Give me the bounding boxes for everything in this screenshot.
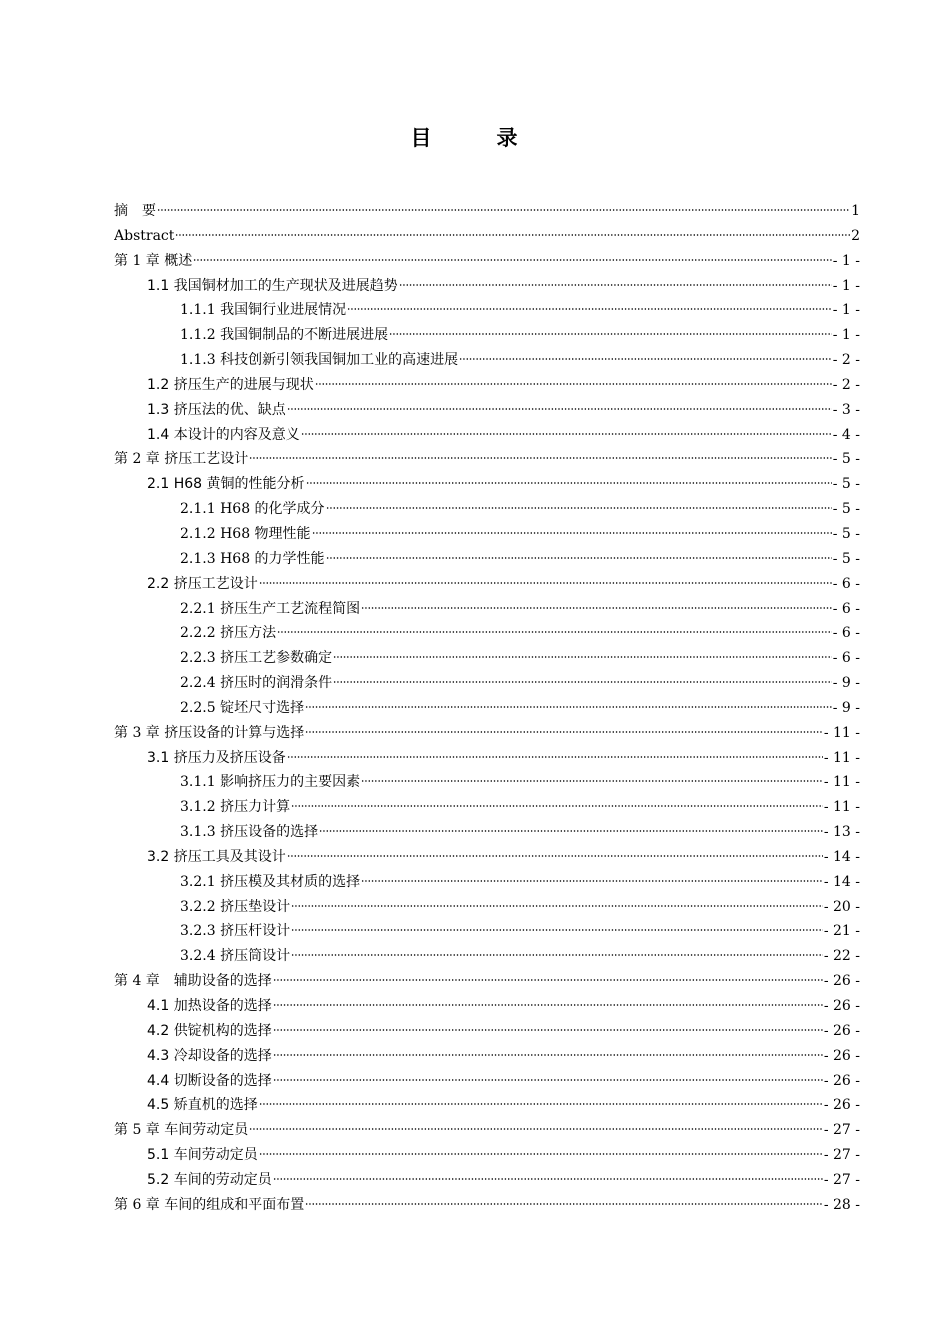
toc-entry-label: 2.2.4 挤压时的润滑条件 bbox=[180, 675, 333, 692]
toc-leader-dots bbox=[273, 978, 823, 982]
toc-entry-label: 5.2 车间的劳动定员 bbox=[147, 1171, 272, 1188]
toc-leader-dots bbox=[315, 382, 832, 386]
toc-entry[interactable] bbox=[114, 447, 860, 472]
toc-leader-dots bbox=[333, 655, 832, 659]
toc-entry-label: 3.2.3 挤压杆设计 bbox=[180, 923, 291, 940]
toc-entry-page: - 26 - bbox=[823, 973, 860, 990]
toc-entry-page: - 6 - bbox=[832, 650, 860, 667]
toc-entry-label: Abstract bbox=[114, 227, 175, 244]
toc-leader-dots bbox=[287, 407, 832, 411]
toc-entry-label: 2.2 挤压工艺设计 bbox=[147, 575, 258, 592]
toc-leader-dots bbox=[361, 779, 823, 783]
toc-entry-page: - 26 - bbox=[823, 1022, 860, 1039]
toc-entry[interactable] bbox=[114, 1193, 860, 1218]
toc-entry[interactable] bbox=[114, 1168, 860, 1193]
table-of-contents bbox=[114, 199, 860, 1218]
toc-entry-label: 2.2.5 锭坯尺寸选择 bbox=[180, 699, 305, 716]
toc-entry[interactable] bbox=[114, 274, 860, 299]
toc-entry-page: - 1 - bbox=[832, 252, 860, 269]
toc-entry[interactable] bbox=[114, 1019, 860, 1044]
toc-entry-label: 2.1.2 H68 物理性能 bbox=[180, 525, 311, 542]
toc-leader-dots bbox=[273, 1177, 823, 1181]
toc-entry-label: 5.1 车间劳动定员 bbox=[147, 1147, 258, 1164]
toc-entry-page: - 11 - bbox=[823, 799, 860, 816]
toc-leader-dots bbox=[291, 953, 823, 957]
toc-entry-page: - 5 - bbox=[832, 501, 860, 518]
toc-entry[interactable] bbox=[114, 323, 860, 348]
toc-leader-dots bbox=[389, 332, 832, 336]
toc-entry-label: 3.1.3 挤压设备的选择 bbox=[180, 824, 319, 841]
toc-entry-page: - 11 - bbox=[823, 749, 860, 766]
toc-leader-dots bbox=[305, 730, 823, 734]
toc-entry-page: - 2 - bbox=[832, 352, 860, 369]
toc-entry[interactable] bbox=[114, 1044, 860, 1069]
toc-leader-dots bbox=[291, 928, 823, 932]
toc-entry-page: - 4 - bbox=[832, 426, 860, 443]
toc-entry-label: 1.1.3 科技创新引领我国铜加工业的高速进展 bbox=[180, 352, 459, 369]
toc-leader-dots bbox=[301, 432, 832, 436]
toc-entry[interactable] bbox=[114, 1118, 860, 1143]
toc-entry-label: 3.1.2 挤压力计算 bbox=[180, 799, 291, 816]
toc-entry[interactable] bbox=[114, 572, 860, 597]
toc-leader-dots bbox=[259, 1152, 823, 1156]
toc-entry[interactable] bbox=[114, 671, 860, 696]
toc-leader-dots bbox=[273, 1053, 823, 1057]
toc-entry-page: - 27 - bbox=[823, 1122, 860, 1139]
toc-entry-page: - 21 - bbox=[823, 923, 860, 940]
toc-entry-label: 1.4 本设计的内容及意义 bbox=[147, 426, 300, 443]
toc-entry[interactable] bbox=[114, 298, 860, 323]
toc-entry[interactable] bbox=[114, 547, 860, 572]
toc-entry-page: - 6 - bbox=[832, 600, 860, 617]
toc-entry-label: 3.1 挤压力及挤压设备 bbox=[147, 749, 286, 766]
toc-entry-label: 3.2.2 挤压垫设计 bbox=[180, 898, 291, 915]
toc-entry-page: - 1 - bbox=[832, 302, 860, 319]
toc-entry-page: - 9 - bbox=[832, 699, 860, 716]
toc-entry-page: - 11 - bbox=[823, 724, 860, 741]
toc-entry-label: 第 6 章 车间的组成和平面布置 bbox=[114, 1196, 305, 1213]
toc-entry-page: - 22 - bbox=[823, 948, 860, 965]
toc-entry[interactable] bbox=[114, 497, 860, 522]
toc-entry[interactable] bbox=[114, 944, 860, 969]
toc-leader-dots bbox=[459, 357, 832, 361]
toc-entry[interactable] bbox=[114, 224, 860, 249]
toc-entry-label: 4.2 供锭机构的选择 bbox=[147, 1022, 272, 1039]
toc-leader-dots bbox=[312, 531, 832, 535]
toc-entry-label: 第 4 章 辅助设备的选择 bbox=[114, 973, 272, 990]
toc-entry[interactable] bbox=[114, 199, 860, 224]
toc-entry-page: - 14 - bbox=[823, 873, 860, 890]
toc-entry-label: 4.1 加热设备的选择 bbox=[147, 998, 272, 1014]
toc-entry[interactable] bbox=[114, 870, 860, 895]
toc-entry-page: - 26 - bbox=[823, 998, 860, 1014]
toc-leader-dots bbox=[305, 705, 832, 709]
toc-entry[interactable] bbox=[114, 969, 860, 994]
toc-entry-page: - 26 - bbox=[823, 1072, 860, 1089]
toc-entry-page: - 6 - bbox=[832, 625, 860, 642]
toc-entry-label: 4.5 矫直机的选择 bbox=[147, 1097, 258, 1114]
toc-entry[interactable] bbox=[114, 795, 860, 820]
toc-leader-dots bbox=[326, 556, 832, 560]
toc-entry-label: 第 5 章 车间劳动定员 bbox=[114, 1122, 249, 1139]
toc-entry-label: 2.1.3 H68 的力学性能 bbox=[180, 550, 325, 567]
toc-entry-label: 第 3 章 挤压设备的计算与选择 bbox=[114, 724, 305, 741]
toc-entry-label: 1.2 挤压生产的进展与现状 bbox=[147, 376, 314, 393]
toc-entry[interactable] bbox=[114, 597, 860, 622]
toc-entry[interactable] bbox=[114, 820, 860, 845]
toc-entry-page: - 3 - bbox=[832, 401, 860, 418]
toc-entry-page: - 27 - bbox=[823, 1147, 860, 1164]
toc-leader-dots bbox=[193, 258, 831, 262]
toc-leader-dots bbox=[361, 606, 832, 610]
toc-entry[interactable] bbox=[114, 646, 860, 671]
toc-entry-page: - 14 - bbox=[823, 848, 860, 865]
toc-entry-page: - 26 - bbox=[823, 1097, 860, 1114]
toc-leader-dots bbox=[291, 904, 823, 908]
toc-entry[interactable] bbox=[114, 348, 860, 373]
toc-entry-page: - 9 - bbox=[832, 675, 860, 692]
toc-leader-dots bbox=[333, 680, 832, 684]
toc-entry-label: 3.2.4 挤压筒设计 bbox=[180, 948, 291, 965]
toc-entry-label: 第 1 章 概述 bbox=[114, 252, 193, 269]
toc-entry-page: - 5 - bbox=[832, 476, 860, 493]
toc-entry-label: 第 2 章 挤压工艺设计 bbox=[114, 451, 249, 468]
toc-entry-label: 2.1.1 H68 的化学成分 bbox=[180, 501, 325, 518]
toc-entry-label: 1.1 我国铜材加工的生产现状及进展趋势 bbox=[147, 277, 398, 294]
toc-leader-dots bbox=[273, 1028, 823, 1032]
toc-entry-page: - 28 - bbox=[823, 1196, 860, 1213]
toc-entry[interactable] bbox=[114, 472, 860, 497]
toc-entry-label: 1.1.2 我国铜制品的不断进展进展 bbox=[180, 327, 389, 344]
toc-leader-dots bbox=[361, 879, 823, 883]
toc-entry-label: 3.2 挤压工具及其设计 bbox=[147, 848, 286, 865]
toc-entry[interactable] bbox=[114, 919, 860, 944]
toc-entry-page: - 2 - bbox=[832, 376, 860, 393]
toc-leader-dots bbox=[259, 581, 832, 585]
page-title: 目 录 bbox=[410, 126, 540, 150]
toc-entry[interactable] bbox=[114, 373, 860, 398]
toc-leader-dots bbox=[259, 1102, 823, 1106]
toc-entry-label: 4.4 切断设备的选择 bbox=[147, 1072, 272, 1089]
toc-entry[interactable] bbox=[114, 845, 860, 870]
toc-entry-label: 4.3 冷却设备的选择 bbox=[147, 1047, 272, 1064]
toc-entry-label: 2.2.3 挤压工艺参数确定 bbox=[180, 650, 333, 667]
toc-entry[interactable] bbox=[114, 1093, 860, 1118]
toc-leader-dots bbox=[249, 456, 831, 460]
toc-leader-dots bbox=[287, 755, 823, 759]
toc-entry-page: 2 bbox=[851, 227, 860, 244]
toc-entry-label: 3.2.1 挤压模及其材质的选择 bbox=[180, 873, 361, 890]
toc-entry[interactable] bbox=[114, 522, 860, 547]
toc-leader-dots bbox=[306, 481, 832, 485]
toc-leader-dots bbox=[319, 829, 823, 833]
toc-entry[interactable] bbox=[114, 721, 860, 746]
toc-leader-dots bbox=[273, 1003, 823, 1007]
toc-entry-page: - 5 - bbox=[832, 451, 860, 468]
toc-leader-dots bbox=[157, 208, 850, 212]
toc-entry-page: - 1 - bbox=[832, 277, 860, 294]
toc-entry[interactable] bbox=[114, 770, 860, 795]
toc-entry-page: - 5 - bbox=[832, 550, 860, 567]
toc-entry[interactable] bbox=[114, 398, 860, 423]
toc-leader-dots bbox=[273, 1078, 823, 1082]
toc-entry-page: 1 bbox=[851, 203, 860, 219]
toc-entry[interactable] bbox=[114, 423, 860, 448]
toc-entry-label: 2.1 H68 黄铜的性能分析 bbox=[147, 476, 305, 493]
toc-entry-label: 1.3 挤压法的优、缺点 bbox=[147, 401, 286, 418]
toc-entry-page: - 6 - bbox=[832, 575, 860, 592]
toc-entry-page: - 27 - bbox=[823, 1171, 860, 1188]
toc-leader-dots bbox=[326, 506, 832, 510]
toc-entry[interactable] bbox=[114, 249, 860, 274]
toc-leader-dots bbox=[305, 1202, 823, 1206]
toc-entry-page: - 5 - bbox=[832, 525, 860, 542]
toc-leader-dots bbox=[175, 233, 850, 237]
toc-entry-page: - 20 - bbox=[823, 898, 860, 915]
toc-entry[interactable] bbox=[114, 621, 860, 646]
toc-entry-page: - 26 - bbox=[823, 1047, 860, 1064]
toc-entry[interactable] bbox=[114, 994, 860, 1019]
toc-entry[interactable] bbox=[114, 746, 860, 771]
toc-leader-dots bbox=[291, 804, 823, 808]
toc-entry-page: - 11 - bbox=[823, 774, 860, 791]
toc-entry[interactable] bbox=[114, 696, 860, 721]
toc-entry-label: 摘 要 bbox=[114, 203, 156, 219]
toc-leader-dots bbox=[399, 283, 832, 287]
toc-entry-page: - 13 - bbox=[823, 824, 860, 841]
toc-leader-dots bbox=[249, 1127, 823, 1131]
toc-entry[interactable] bbox=[114, 1069, 860, 1094]
toc-entry-label: 3.1.1 影响挤压力的主要因素 bbox=[180, 774, 361, 791]
toc-entry[interactable] bbox=[114, 1143, 860, 1168]
toc-entry-label: 2.2.2 挤压方法 bbox=[180, 625, 277, 642]
toc-leader-dots bbox=[277, 630, 832, 634]
toc-leader-dots bbox=[347, 307, 832, 311]
toc-entry-page: - 1 - bbox=[832, 327, 860, 344]
toc-entry-label: 1.1.1 我国铜行业进展情况 bbox=[180, 302, 347, 319]
toc-entry-label: 2.2.1 挤压生产工艺流程简图 bbox=[180, 600, 361, 617]
toc-entry[interactable] bbox=[114, 895, 860, 920]
toc-leader-dots bbox=[287, 854, 823, 858]
